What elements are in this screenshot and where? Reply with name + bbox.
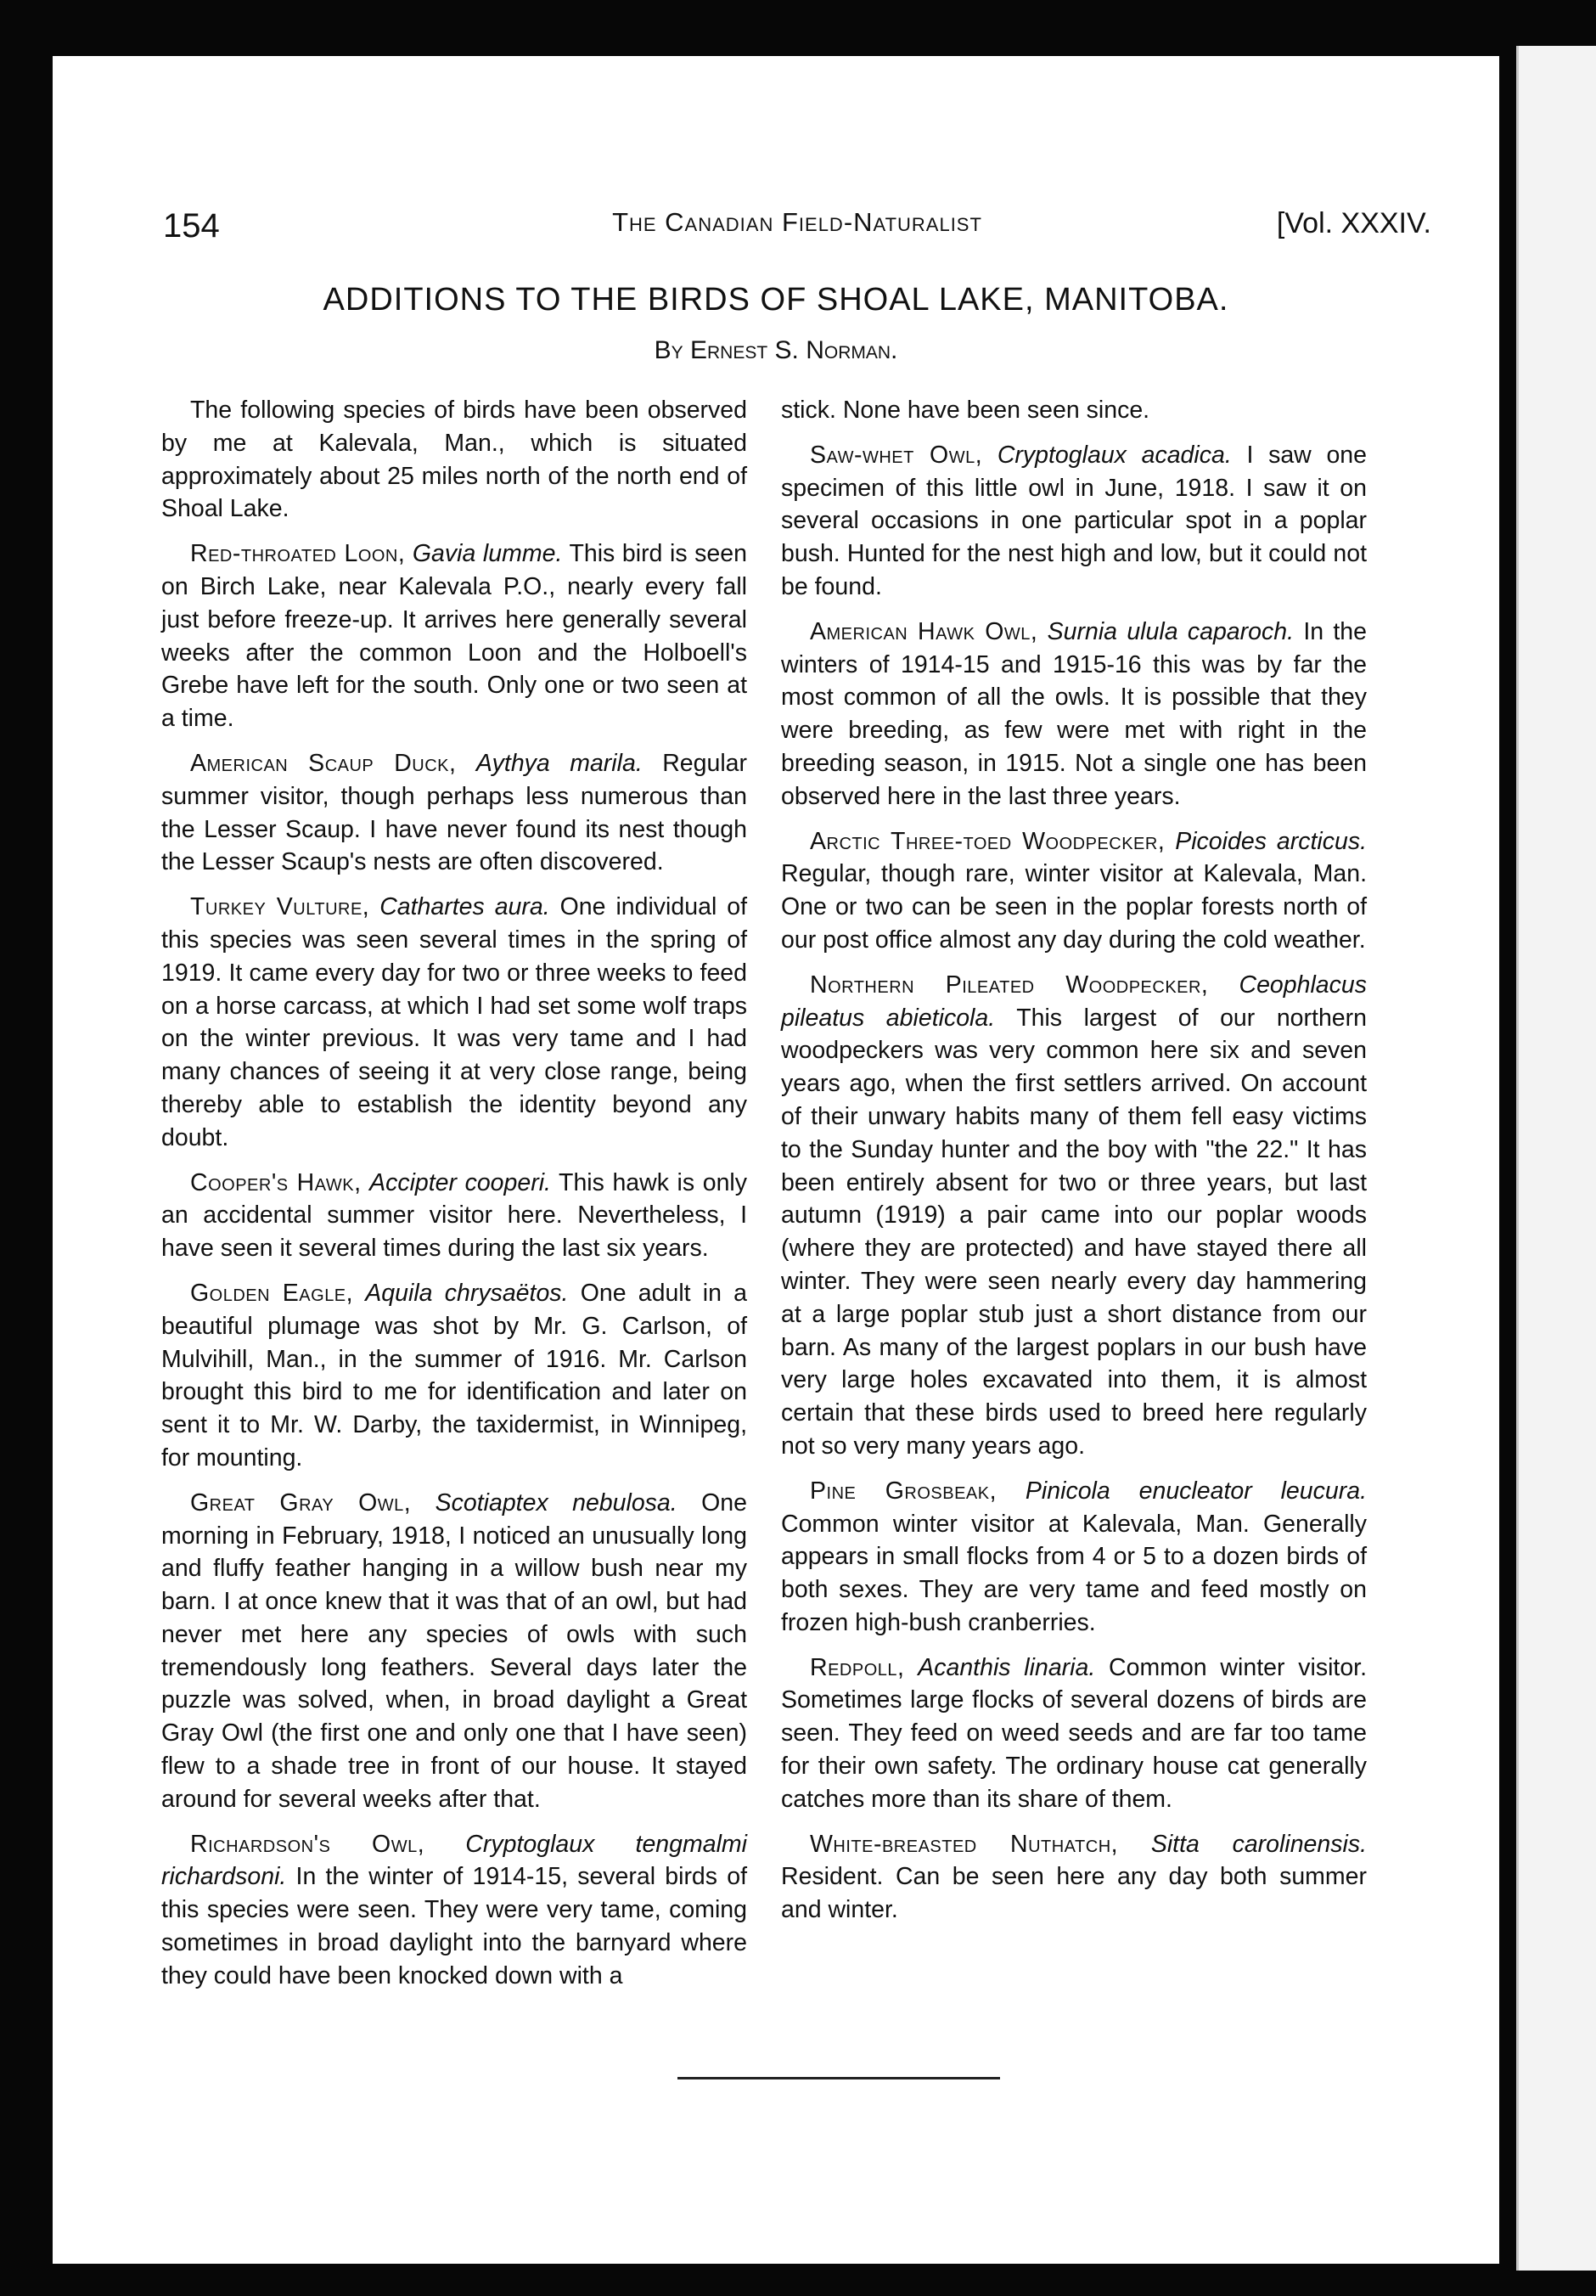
intro-paragraph: The following species of birds have been observed by me at Kalevala, Man., which is situated approximately about 25 miles north of the north end of Shoal Lake. (161, 397, 747, 523)
species-text: Common winter visitor. Sometimes large flocks of several dozens of birds are seen. They feed on weed seeds and are far too tame for their own safety. The ordinary house cat generally catches more than its share of them. (781, 1653, 1368, 1813)
species-text: Resident. Can be seen here any day both summer and winter. (781, 1863, 1367, 1924)
right-column (781, 394, 1367, 1939)
article-title: ADDITIONS TO THE BIRDS OF SHOAL LAKE, MANITOBA. (323, 282, 1229, 318)
page-number: 154 (163, 207, 220, 245)
species-entry (161, 1828, 747, 1993)
species-text: This bird is seen on Birch Lake, near Kalevala P.O., nearly every fall just before freeze-up. It arrives here generally several weeks after the common Loon and the Holboell's Grebe have left for the south. Only one or two seen at a time. (161, 540, 747, 733)
scientific-name: Picoides arcticus. (1175, 827, 1367, 855)
species-text: This largest of our northern woodpeckers was very common here six and seven years ago, when the first settlers arrived. On account of their unwary habits many of them fell easy victims to the Sunday hunter and the boy with "the 22." It has been entirely absent for two or three years, but last autumn (1919) a pair came into our poplar woods (where they are protected) and have stayed there all winter. They were seen nearly every day hammering at a large poplar stub just a short distance from our barn. As many of the largest poplars in our bush have very large holes excavated into them, it is almost certain that these birds used to breed here regularly not so very many years ago. (781, 1004, 1367, 1460)
species-entry (781, 439, 1367, 604)
species-name: American Hawk Owl, (810, 617, 1038, 645)
species-text: Regular summer visitor, though perhaps less numerous than the Lesser Scaup. I have never found its nest though the Lesser Scaup's nests are often discovered. (161, 749, 747, 876)
species-name: Arctic Three-toed Woodpecker, (810, 827, 1166, 855)
scientific-name: Cryptoglaux acadica. (997, 441, 1232, 469)
journal-page (53, 56, 1499, 2264)
species-text: One adult in a beautiful plumage was shot by Mr. G. Carlson, of Mulvihill, Man., in the summer of 1916. Mr. Carlson brought this bird to me for identification and later on sent it to Mr. W. Darby, the taxidermist, in Winnipeg, for mounting. (161, 1279, 748, 1472)
running-header (163, 207, 1431, 250)
scientific-name: Aythya marila. (475, 749, 643, 777)
species-entry (781, 1475, 1367, 1640)
scientific-name: Sitta carolinensis. (1150, 1830, 1367, 1858)
scientific-name: Surnia ulula caparoch. (1047, 617, 1294, 645)
species-name: Redpoll, (810, 1653, 905, 1681)
end-rule (677, 2077, 1000, 2079)
scientific-name: Cathartes aura. (379, 893, 550, 921)
species-entry (161, 1487, 747, 1816)
scientific-name: Pinicola enucleator leucura. (1025, 1477, 1367, 1505)
scientific-name: Acanthis linaria. (918, 1653, 1096, 1681)
species-text: I saw one specimen of this little owl in June, 1918. I saw it on several occasions in one particular spot in a poplar bush. Hunted for the nest high and low, but it could not be found. (781, 441, 1368, 600)
species-name: Saw-whet Owl, (810, 441, 983, 469)
species-name: Cooper's Hawk, (190, 1168, 362, 1196)
species-entry (781, 1652, 1367, 1816)
species-text: This hawk is only an accidental summer visitor here. Nevertheless, I have seen it several times during the last six years. (161, 1168, 747, 1263)
species-name: White-breasted Nuthatch, (810, 1830, 1119, 1858)
article-byline: By Ernest S. Norman. (654, 336, 898, 364)
species-name: Red-throated Loon, (190, 540, 406, 568)
species-entry (781, 616, 1367, 813)
species-entry (781, 969, 1367, 1463)
species-name: Great Gray Owl, (190, 1488, 412, 1517)
scientific-name: Gavia lumme. (412, 540, 563, 568)
species-text: Common winter visitor at Kalevala, Man. Generally appears in small flocks from 4 or 5 to a dozen birds of both sexes. They are very tame and feed mostly on frozen high-bush cranberries. (781, 1510, 1367, 1636)
species-text: In the winters of 1914-15 and 1915-16 this was by far the most common of all the owls. It is possible that they were breeding, as few were met with right in the breeding season, in 1915. Not a single one has been observed here in the last three years. (781, 617, 1367, 810)
species-entry (161, 1277, 747, 1475)
species-name: Pine Grosbeak, (810, 1477, 997, 1505)
species-name: Turkey Vulture, (190, 893, 370, 921)
species-entry (161, 747, 747, 879)
scientific-name: Scotiaptex nebulosa. (435, 1488, 677, 1517)
species-entry (161, 891, 747, 1154)
scientific-name: Cryptoglaux tengmalmi richardsoni. (161, 1830, 747, 1891)
species-name: Northern Pileated Woodpecker, (810, 971, 1209, 999)
scientific-name: Accipter cooperi. (369, 1168, 551, 1196)
species-name: Golden Eagle, (190, 1279, 354, 1307)
species-name: American Scaup Duck, (190, 749, 457, 777)
species-name: Richardson's Owl, (190, 1830, 425, 1858)
adjacent-page-edge (1516, 46, 1596, 2271)
species-entry (781, 825, 1367, 957)
species-entry (161, 537, 747, 735)
left-column (161, 394, 747, 2005)
continuation-text: stick. None have been seen since. (781, 397, 1150, 424)
species-entry (781, 1828, 1367, 1927)
scientific-name: Ceophlacus pileatus abieticola. (781, 971, 1367, 1032)
journal-title: The Canadian Field-Naturalist (612, 207, 982, 237)
species-text: One morning in February, 1918, I noticed an unusually long and fluffy feather hanging in a willow bush near my barn. I at once knew that it was that of an owl, but had never met here any species of owls with such tremendously long feathers. Several days later the puzzle was solved, when, in broad daylight a Great Gray Owl (the first one and only one that I have seen) flew to a shade tree in front of our house. It stayed around for several weeks after that. (161, 1488, 747, 1813)
volume-label: [Vol. XXXIV. (1276, 207, 1431, 239)
species-text: In the winter of 1914-15, several birds of this species were seen. They were very tame, coming sometimes in broad daylight into the barnyard where they could have been knocked down with a (161, 1863, 747, 1989)
species-text: One individual of this species was seen several times in the spring of 1919. It came every day for two or three weeks to feed on a horse carcass, at which I had set some wolf traps on the winter previous. It was very tame and I had many chances of seeing it at very close range, being thereby able to establish the identity beyond any doubt. (161, 893, 747, 1151)
species-text: Regular, though rare, winter visitor at Kalevala, Man. One or two can be seen in the poplar forests north of our post office almost any day during the cold weather. (781, 860, 1367, 954)
species-entry (161, 1167, 747, 1265)
scientific-name: Aquila chrysaëtos. (365, 1279, 569, 1307)
